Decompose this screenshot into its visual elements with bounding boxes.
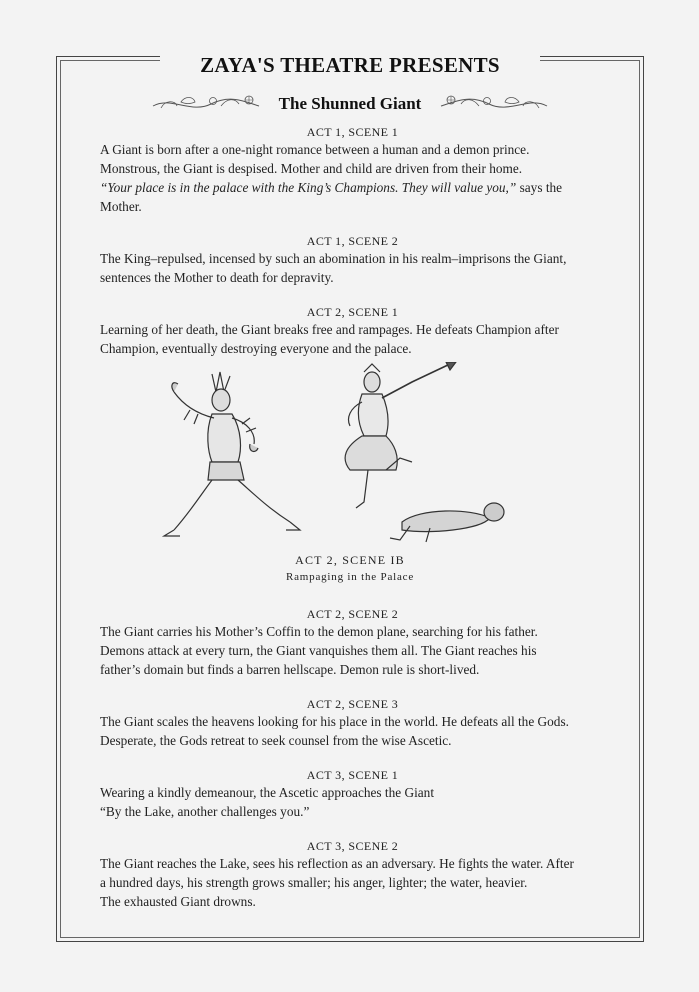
scene-quote-line — [100, 178, 605, 216]
mother-quote: “Your place is in the palace with the King’s Champions. They will value you,” — [100, 180, 517, 195]
scene-line: A Giant is born after a one-night romance between a human and a demon prince. — [100, 142, 530, 157]
scene-heading: ACT 2, SCENE 1 — [306, 305, 399, 319]
scene-heading: ACT 1, SCENE 2 — [306, 234, 399, 248]
illustration-caption — [150, 551, 550, 585]
scene-line: Learning of her death, the Giant breaks free and rampages. He defeats Champion after — [100, 322, 559, 337]
scene-act2-scene3 — [100, 696, 605, 750]
scene-heading: ACT 3, SCENE 2 — [306, 839, 399, 853]
subtitle-row — [120, 90, 580, 118]
floral-ornament-right-icon — [439, 92, 549, 116]
giant-figure-icon — [164, 372, 300, 536]
caption-scene: ACT 2, SCENE IB — [295, 553, 405, 567]
quote-attribution: says the Mother. — [100, 180, 563, 214]
scene-act1-scene2 — [100, 233, 605, 287]
scene-act2-scene2 — [100, 606, 605, 679]
scene-line: Monstrous, the Giant is despised. Mother and child are driven from their home. — [100, 161, 523, 176]
scene-line: The Giant carries his Mother’s Coffin to the demon plane, searching for his father. — [100, 624, 538, 639]
scene-line: Champion, eventually destroying everyone and the palace. — [100, 341, 412, 356]
scene-line: a hundred days, his strength grows smaller; his anger, lighter; the water, heavier. — [100, 875, 528, 890]
giant-vs-champion-illustration — [150, 362, 510, 550]
scene-heading: ACT 2, SCENE 3 — [306, 697, 399, 711]
scene-line: The exhausted Giant drowns. — [100, 894, 256, 909]
play-title: The Shunned Giant — [278, 94, 422, 113]
synopsis-top — [100, 124, 605, 375]
scene-line: sentences the Mother to death for depravity. — [100, 270, 334, 285]
scene-heading: ACT 3, SCENE 1 — [306, 768, 399, 782]
scene-line: The Giant scales the heavens looking for his place in the world. He defeats all the Gods. — [100, 714, 569, 729]
scene-act1-scene1 — [100, 124, 605, 216]
scene-heading: ACT 1, SCENE 1 — [306, 125, 399, 139]
champion-figure-icon — [345, 362, 456, 508]
scene-act2-scene1 — [100, 304, 605, 358]
scene-act3-scene1 — [100, 767, 605, 821]
scene-line: The Giant reaches the Lake, sees his reflection as an adversary. He fights the water. After — [100, 856, 574, 871]
scene-line: Wearing a kindly demeanour, the Ascetic approaches the Giant — [100, 785, 435, 800]
floral-ornament-left-icon — [151, 92, 261, 116]
scene-line: The King–repulsed, incensed by such an abomination in his realm–imprisons the Giant, — [100, 251, 567, 266]
synopsis-bottom — [100, 606, 605, 928]
scene-line: father’s domain but finds a barren hellscape. Demon rule is short-lived. — [100, 662, 480, 677]
fallen-soldier-icon — [390, 503, 504, 542]
scene-line: Desperate, the Gods retreat to seek counsel from the wise Ascetic. — [100, 733, 452, 748]
scene-line: Demons attack at every turn, the Giant vanquishes them all. The Giant reaches his — [100, 643, 537, 658]
caption-title: Rampaging in the Palace — [285, 571, 415, 583]
scene-heading: ACT 2, SCENE 2 — [306, 607, 399, 621]
scene-act3-scene2 — [100, 838, 605, 911]
page-title: ZAYA'S THEATRE PRESENTS — [200, 53, 500, 77]
title-banner — [160, 50, 540, 80]
scene-line: “By the Lake, another challenges you.” — [100, 804, 310, 819]
